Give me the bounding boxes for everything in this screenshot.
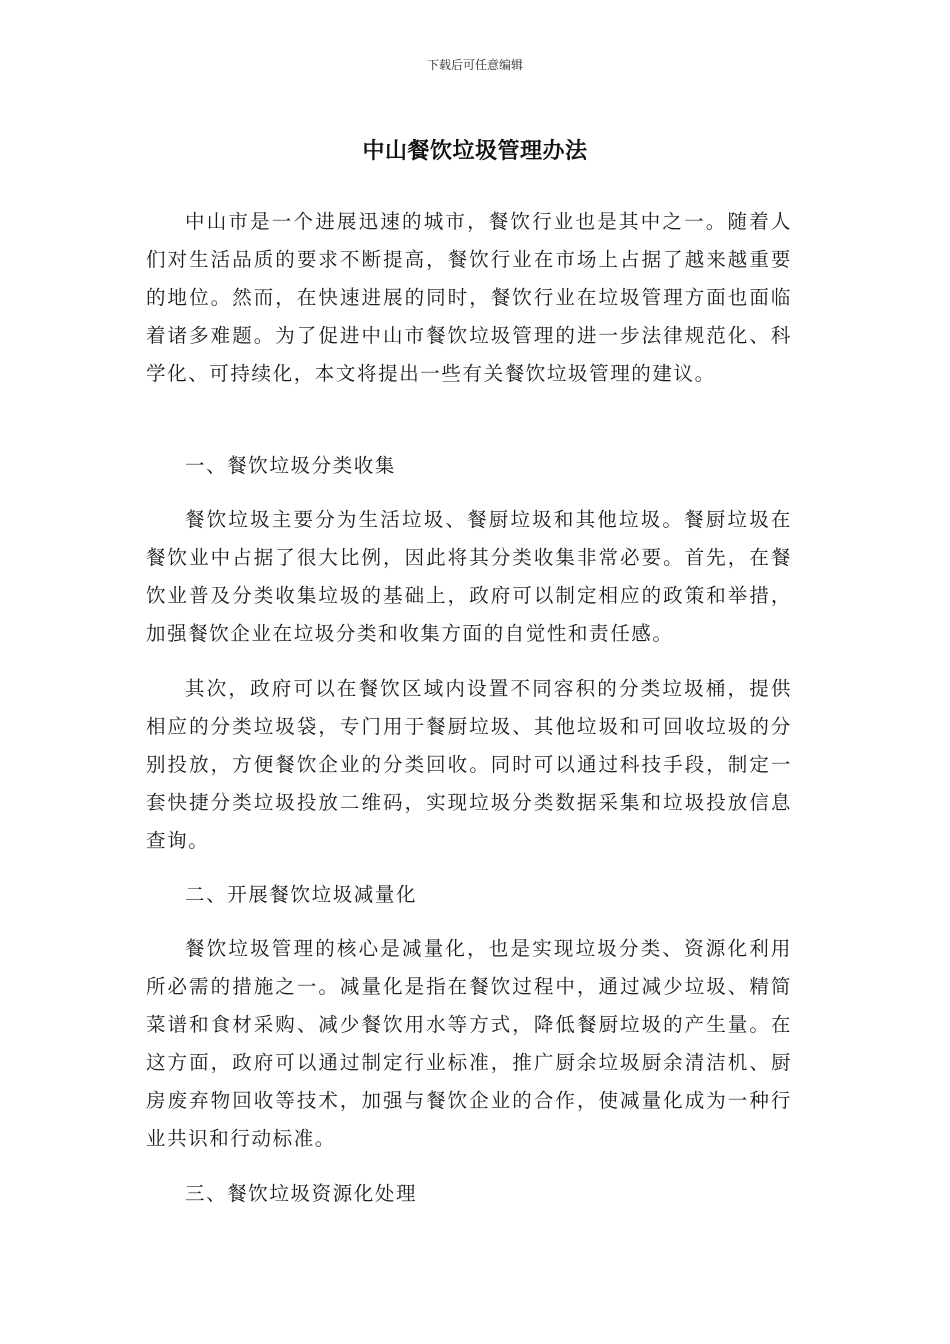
section-heading-1: 一、餐饮垃圾分类收集 — [185, 454, 397, 477]
paragraph-sorting-collection: 餐饮垃圾主要分为生活垃圾、餐厨垃圾和其他垃圾。餐厨垃圾在餐饮业中占据了很大比例，因此将其分类收集非常必要。首先，在餐饮业普及分类收集垃圾的基础上，政府可以制定相应的政策和举措，加强餐饮企业在垃圾分类和收集方面的自觉性和责任感。 — [146, 508, 792, 645]
header-note: 下载后可任意编辑 — [426, 58, 523, 72]
paragraph-intro: 中山市是一个进展迅速的城市，餐饮行业也是其中之一。随着人们对生活品质的要求不断提高，餐饮行业在市场上占据了越来越重要的地位。然而，在快速进展的同时，餐饮行业在垃圾管理方面也面临着诸多难题。为了促进中山市餐饮垃圾管理的进一步法律规范化、科学化、可持续化，本文将提出一些有关餐饮垃圾管理的建议。 — [146, 210, 792, 385]
paragraph-reduction: 餐饮垃圾管理的核心是减量化，也是实现垃圾分类、资源化利用所必需的措施之一。减量化是指在餐饮过程中，通过减少垃圾、精简菜谱和食材采购、减少餐饮用水等方式，降低餐厨垃圾的产生量。在这方面，政府可以通过制定行业标准，推广厨余垃圾厨余清洁机、厨房废弃物回收等技术，加强与餐饮企业的合作，使减量化成为一种行业共识和行动标准。 — [146, 937, 792, 1150]
document-title: 中山餐饮垃圾管理办法 — [362, 139, 588, 164]
section-heading-3: 三、餐饮垃圾资源化处理 — [185, 1182, 418, 1205]
section-heading-2: 二、开展餐饮垃圾减量化 — [185, 883, 418, 906]
paragraph-bins-and-qr: 其次，政府可以在餐饮区域内设置不同容积的分类垃圾桶，提供相应的分类垃圾袋，专门用于餐厨垃圾、其他垃圾和可回收垃圾的分别投放，方便餐饮企业的分类回收。同时可以通过科技手段，制定一套快捷分类垃圾投放二维码，实现垃圾分类数据采集和垃圾投放信息查询。 — [146, 677, 792, 852]
